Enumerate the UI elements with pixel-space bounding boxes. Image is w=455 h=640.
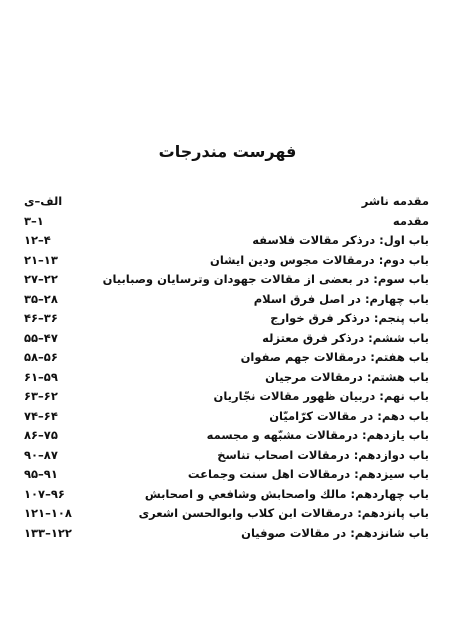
toc-entry-pages: ۸۷–۹۰ (24, 447, 58, 462)
toc-entry-pages: ۷۵–۸۶ (24, 428, 58, 442)
toc-entry-text: باب چهارم: در اصل فرق اسلام (253, 291, 429, 306)
toc-entry (24, 524, 429, 544)
toc-entry-text: باب نهم: دربیان ظهور مقالات نجّاریان (213, 389, 429, 403)
toc-entry-text: باب چهاردهم: مالك واصحابش وشافعي و اصحابش (144, 486, 429, 501)
toc-entry-pages: ۱۰۸–۱۲۱ (24, 506, 72, 520)
toc-entry-text: باب ششم: درذکر فرق معتزله (262, 330, 429, 345)
page-title: فهرست مندرجات (158, 142, 297, 161)
toc-entry-text: باب پانزدهم: درمقالات ابن کلاب وابوالحسن اشعری (138, 506, 429, 520)
toc-entry (24, 426, 429, 446)
toc-entry-text: باب دهم: در مقالات کرّامیّان (269, 408, 429, 423)
toc-entry (24, 270, 429, 290)
toc-entry-text: باب هفتم: درمقالات جهم صفوان (240, 350, 429, 364)
toc-entry-text: باب دوازدهم: درمقالات اصحاب تناسخ (217, 447, 429, 462)
toc-entry (24, 368, 429, 388)
toc-entry-text: باب پنجم: درذکر فرق خوارج (270, 311, 429, 325)
table-of-contents (24, 192, 429, 543)
toc-entry-text: باب سوم: در بعضی از مقالات جهودان وترسایان وصبابیان (102, 272, 429, 286)
toc-entry (24, 485, 429, 505)
toc-entry-pages: ۳۶–۴۶ (24, 311, 58, 325)
toc-entry-pages: ۲۸–۳۵ (24, 291, 58, 306)
toc-entry-pages: ۱۲۲–۱۳۳ (24, 525, 72, 540)
toc-entry-text: باب یازدهم: درمقالات مشبّهه و مجسمه (206, 428, 429, 442)
toc-entry (24, 446, 429, 466)
toc-entry-text: باب هشتم: درمقالات مرجیان (265, 369, 429, 384)
toc-entry-pages: الف–ی (24, 194, 63, 208)
toc-entry (24, 329, 429, 349)
toc-entry-pages: ۵۹–۶۱ (24, 369, 58, 384)
toc-entry (24, 387, 429, 407)
toc-entry-pages: ۵۶–۵۸ (24, 350, 58, 364)
toc-entry-text: باب شانزدهم: در مقالات صوفیان (241, 525, 429, 540)
toc-entry-pages: ۱۳–۲۱ (24, 252, 58, 267)
toc-entry-pages: ۲۲–۲۷ (24, 272, 58, 286)
toc-entry (24, 309, 429, 329)
toc-entry-pages: ۴–۱۲ (24, 233, 51, 247)
toc-entry (24, 465, 429, 485)
toc-entry-pages: ۶۴–۷۴ (24, 408, 58, 423)
toc-entry (24, 504, 429, 524)
toc-entry (24, 212, 429, 232)
toc-entry-pages: ۱–۳ (24, 213, 44, 228)
toc-entry (24, 231, 429, 251)
toc-entry-pages: ۴۷–۵۵ (24, 330, 58, 345)
toc-entry-text: باب سیزدهم: درمقالات اهل سنت وجماعت (187, 467, 429, 481)
toc-entry-text: مقدمه (392, 213, 429, 228)
toc-entry (24, 290, 429, 310)
toc-entry (24, 348, 429, 368)
toc-entry-pages: ۶۲–۶۳ (24, 389, 58, 403)
toc-entry-text: مقدمه ناشر (361, 194, 429, 208)
toc-entry-text: باب اول: درذکر مقالات فلاسفه (252, 233, 429, 247)
toc-entry-pages: ۹۶–۱۰۷ (24, 486, 65, 501)
toc-entry (24, 251, 429, 271)
toc-entry (24, 407, 429, 427)
toc-entry (24, 192, 429, 212)
toc-entry-text: باب دوم: درمقالات مجوس ودین ایشان (210, 252, 429, 267)
toc-entry-pages: ۹۱–۹۵ (24, 467, 58, 481)
